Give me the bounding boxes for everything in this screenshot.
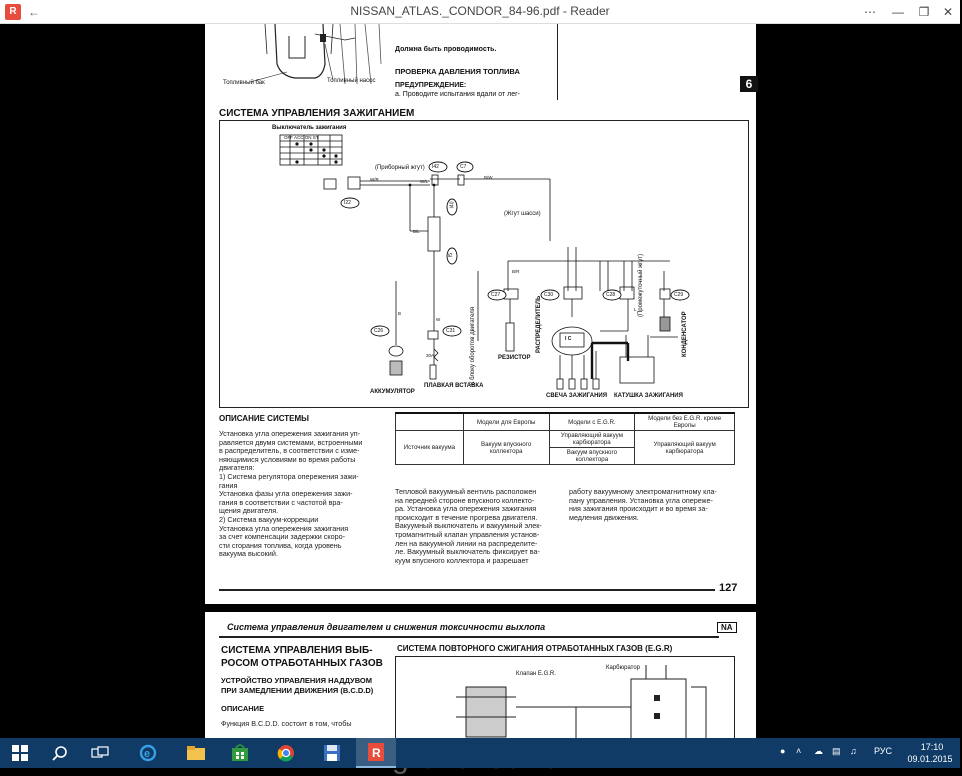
taskbar xyxy=(0,738,960,768)
window-title: NISSAN_ATLAS._CONDOR_84-96.pdf - Reader xyxy=(350,4,610,18)
close-button[interactable]: ✕ xyxy=(942,5,954,19)
store-icon[interactable] xyxy=(220,738,260,768)
tacho-label: К блоку оборотов двигателя xyxy=(470,307,476,385)
desc-col1-line10: щения двигателя. xyxy=(219,506,279,516)
warning-text: а. Проводите испытания вдали от лег- xyxy=(395,91,521,98)
intermediate-harness-label: (Промежуточный жгут) xyxy=(638,253,644,317)
desc-col1-line14: сти сгорания топлива, когда уровень xyxy=(219,540,342,550)
connector-c29: C29 xyxy=(674,292,684,298)
desc-col1-line11: 2) Система вакуум-коррекции xyxy=(219,515,319,524)
desc-col2-line9: куум впускного коллектора и разрешает xyxy=(395,555,529,565)
table-header-europe: Модели для Европы xyxy=(463,413,549,431)
tray-volume-icon[interactable]: ♫ xyxy=(850,746,857,756)
page-number: 127 xyxy=(715,582,737,594)
table-cell-no-egr: Управляющий вакуум карбюратора xyxy=(635,431,735,465)
desc-col1-line13: за счет компенсации задержки скоро- xyxy=(219,532,346,542)
desc-col2-line7: лен на вакуумной линии на распределите- xyxy=(395,538,538,548)
desc-col1-line1: Установка угла опережения зажигания уп- xyxy=(219,429,361,438)
desc-col1-line9: гания в соответствии с частотой вра- xyxy=(219,497,343,507)
section-tab: 6 xyxy=(740,76,758,92)
table-cell-egr-intake: Вакуум впускного коллектора xyxy=(549,448,635,465)
windows-start-icon[interactable] xyxy=(0,738,40,768)
save-disk-icon[interactable] xyxy=(312,738,352,768)
document-viewer[interactable] xyxy=(0,24,960,738)
wire-label-wr: W/R xyxy=(370,177,379,182)
condenser-label: КОНДЕНСАТОР xyxy=(682,311,688,357)
ignition-wiring-diagram xyxy=(219,120,749,408)
carburetor-label: Карбюратор xyxy=(606,665,641,671)
internet-explorer-icon[interactable] xyxy=(128,738,168,768)
page2-header: Система управления двигателем и снижения токсичности выхлопа xyxy=(227,622,546,632)
vacuum-source-table xyxy=(395,412,735,465)
footer-rule xyxy=(219,589,735,591)
desc-col1-line5: двигателя: xyxy=(219,463,255,473)
page2-left-subtitle: УСТРОЙСТВО УПРАВЛЕНИЯ НАДДУВОМ ПРИ ЗАМЕДЛЕНИИ ДВИЖЕНИЯ (B.C.D.D) xyxy=(221,676,374,695)
fuel-pressure-heading: ПРОВЕРКА ДАВЛЕНИЯ ТОПЛИВА xyxy=(395,67,520,76)
switch-header: OFF ACC ON ST xyxy=(284,135,319,140)
table-header-egr: Модели с E.G.R. xyxy=(549,413,635,431)
desc-col2-line8: ле. Вакуумный выключатель фиксирует ва- xyxy=(395,547,540,557)
desc-col3-line1: работу вакуумному электромагнитному кла- xyxy=(569,487,717,496)
connector-c27: C27 xyxy=(491,292,501,298)
chrome-icon[interactable] xyxy=(266,738,306,768)
maximize-button[interactable]: ❐ xyxy=(918,5,930,19)
connector-i42: I42 xyxy=(432,164,439,170)
desc-col2-line5: Вакуумный выключатель и вакуумный элек- xyxy=(395,521,542,531)
coil-label: КАТУШКА ЗАЖИГАНИЯ xyxy=(614,393,683,399)
back-arrow-icon[interactable]: ← xyxy=(28,5,40,19)
pdf-page-127 xyxy=(205,24,756,604)
wire-label-bw: B/W xyxy=(484,175,493,180)
connector-i22: I22 xyxy=(344,200,351,206)
fuel-pump-label: Топливный насос xyxy=(327,78,376,84)
desc-col3-line2: пану управления. Установка угла опереже- xyxy=(569,495,713,505)
wire-label-br: B/R xyxy=(512,269,520,274)
file-explorer-icon[interactable] xyxy=(176,738,216,768)
fusible-link-label: ПЛАВКАЯ ВСТАВКА xyxy=(424,383,484,389)
tray-cloud-icon[interactable]: ☁ xyxy=(814,746,823,756)
reader-app-icon: R xyxy=(5,4,21,20)
desc-col3-line3: ния зажигания происходит и во время за- xyxy=(569,504,708,514)
pdf-page-128 xyxy=(205,612,756,742)
more-options-icon[interactable]: ⋯ xyxy=(864,5,876,19)
table-cell-egr-carb: Управляющий вакуум карбюратора xyxy=(549,431,635,448)
section-title: СИСТЕМА УПРАВЛЕНИЯ ЗАЖИГАНИЕМ xyxy=(219,108,415,119)
page2-badge: NA xyxy=(717,622,737,633)
desc-col1-line12: Установка угла опережения зажигания xyxy=(219,523,349,533)
table-row-label: Источник вакуума xyxy=(396,431,464,465)
svg-text:R: R xyxy=(372,746,381,760)
tray-language[interactable]: РУС xyxy=(874,746,893,756)
tray-chrome-icon[interactable]: ● xyxy=(780,746,786,756)
fuse-rating-label: 30A xyxy=(426,353,435,358)
desc-col3-line4: медления движения. xyxy=(569,512,639,522)
minimize-button[interactable]: — xyxy=(892,5,904,19)
egr-valve-label: Клапан E.G.R. xyxy=(516,671,556,677)
page2-desc-heading: ОПИСАНИЕ xyxy=(221,704,265,713)
desc-col1-line3: в распределитель, в соответствии с изме- xyxy=(219,446,360,456)
tray-network-icon[interactable]: ▤ xyxy=(832,746,841,756)
wiring-svg xyxy=(220,121,750,409)
table-cell-europe: Вакуум впускного коллектора xyxy=(463,431,549,465)
desc-col1-line15: вакуума высокий. xyxy=(219,549,278,559)
wire-label-l: L xyxy=(634,307,637,312)
egr-diagram xyxy=(395,656,735,746)
distributor-label: РАСПРЕДЕЛИТЕЛЬ xyxy=(536,295,542,353)
table-corner xyxy=(396,413,464,431)
desc-col2-line3: ра. Установка угла опережения зажигания xyxy=(395,504,537,514)
search-icon[interactable] xyxy=(40,738,80,768)
svg-text:e: e xyxy=(144,748,151,760)
chassis-harness-label: (Жгут шасси) xyxy=(504,211,541,217)
connector-i40: I40 xyxy=(449,201,456,209)
desc-col2-line6: тромагнитный клапан управления установ- xyxy=(395,530,540,539)
desc-col2-line4: происходит в течение прогрева двигателя. xyxy=(395,512,538,522)
desc-col1-line6: 1) Система регулятора опережения зажи- xyxy=(219,472,359,481)
wire-label-w: W xyxy=(436,317,441,322)
task-view-icon[interactable] xyxy=(80,738,120,768)
battery-label: АККУМУЛЯТОР xyxy=(370,389,415,395)
desc-title: ОПИСАНИЕ СИСТЕМЫ xyxy=(219,414,309,423)
desc-col1-line8: Установка фазы угла опережения зажи- xyxy=(219,489,353,499)
connector-c26: C26 xyxy=(374,328,384,334)
desc-col2-line1: Тепловой вакуумный вентиль расположен xyxy=(395,487,537,496)
connector-c28: C28 xyxy=(606,292,616,298)
desc-col1-line2: равляется двумя системами, встроенными xyxy=(219,437,363,447)
desc-col2-line2: на передней стороне впускного коллекто- xyxy=(395,495,535,505)
warning-label: ПРЕДУПРЕЖДЕНИЕ: xyxy=(395,82,467,89)
switch-title: Выключатель зажигания xyxy=(272,125,347,131)
connector-c31: C31 xyxy=(446,328,456,334)
continuity-note: Должна быть проводимость. xyxy=(395,46,497,53)
desc-col1-line4: няющимися условиями во время работы xyxy=(219,454,356,464)
spark-plugs-label: СВЕЧА ЗАЖИГАНИЯ xyxy=(546,393,608,399)
wire-label-wl: W/L xyxy=(420,179,429,184)
wire-label-b: B xyxy=(398,311,402,316)
connector-i5: I5 xyxy=(448,252,455,258)
ic-label: I C xyxy=(565,336,572,342)
page2-egr-title: СИСТЕМА ПОВТОРНОГО СЖИГАНИЯ ОТРАБОТАННЫХ ГАЗОВ (E.G.R) xyxy=(397,644,673,653)
resistor-label: РЕЗИСТОР xyxy=(498,355,531,361)
egr-svg xyxy=(396,657,736,747)
page2-header-rule xyxy=(219,636,719,638)
fuel-tank-label: Топливный бак xyxy=(223,80,265,86)
tray-chevron-icon[interactable]: ˄ xyxy=(796,746,802,756)
page2-left-title: СИСТЕМА УПРАВЛЕНИЯ ВЫБ- РОСОМ ОТРАБОТАННЫХ ГАЗОВ xyxy=(221,645,383,669)
table-header-no-egr: Модели без E.G.R. кроме Европы xyxy=(635,413,735,431)
column-divider xyxy=(557,24,558,100)
title-bar xyxy=(0,0,960,24)
wire-label-bl: B/L xyxy=(413,229,420,234)
clock-time[interactable]: 17:10 xyxy=(920,742,944,752)
desc-col1-line7: гания xyxy=(219,480,238,490)
connector-c30: C30 xyxy=(544,292,554,298)
reader-taskbar-icon[interactable] xyxy=(356,738,396,768)
instrument-harness-label: (Приборный жгут) xyxy=(375,165,425,171)
page2-desc-text: Функция B.C.D.D. состоит в том, чтобы xyxy=(221,719,352,728)
clock-date[interactable]: 09.01.2015 xyxy=(907,754,953,764)
connector-c7: C7 xyxy=(460,164,467,170)
